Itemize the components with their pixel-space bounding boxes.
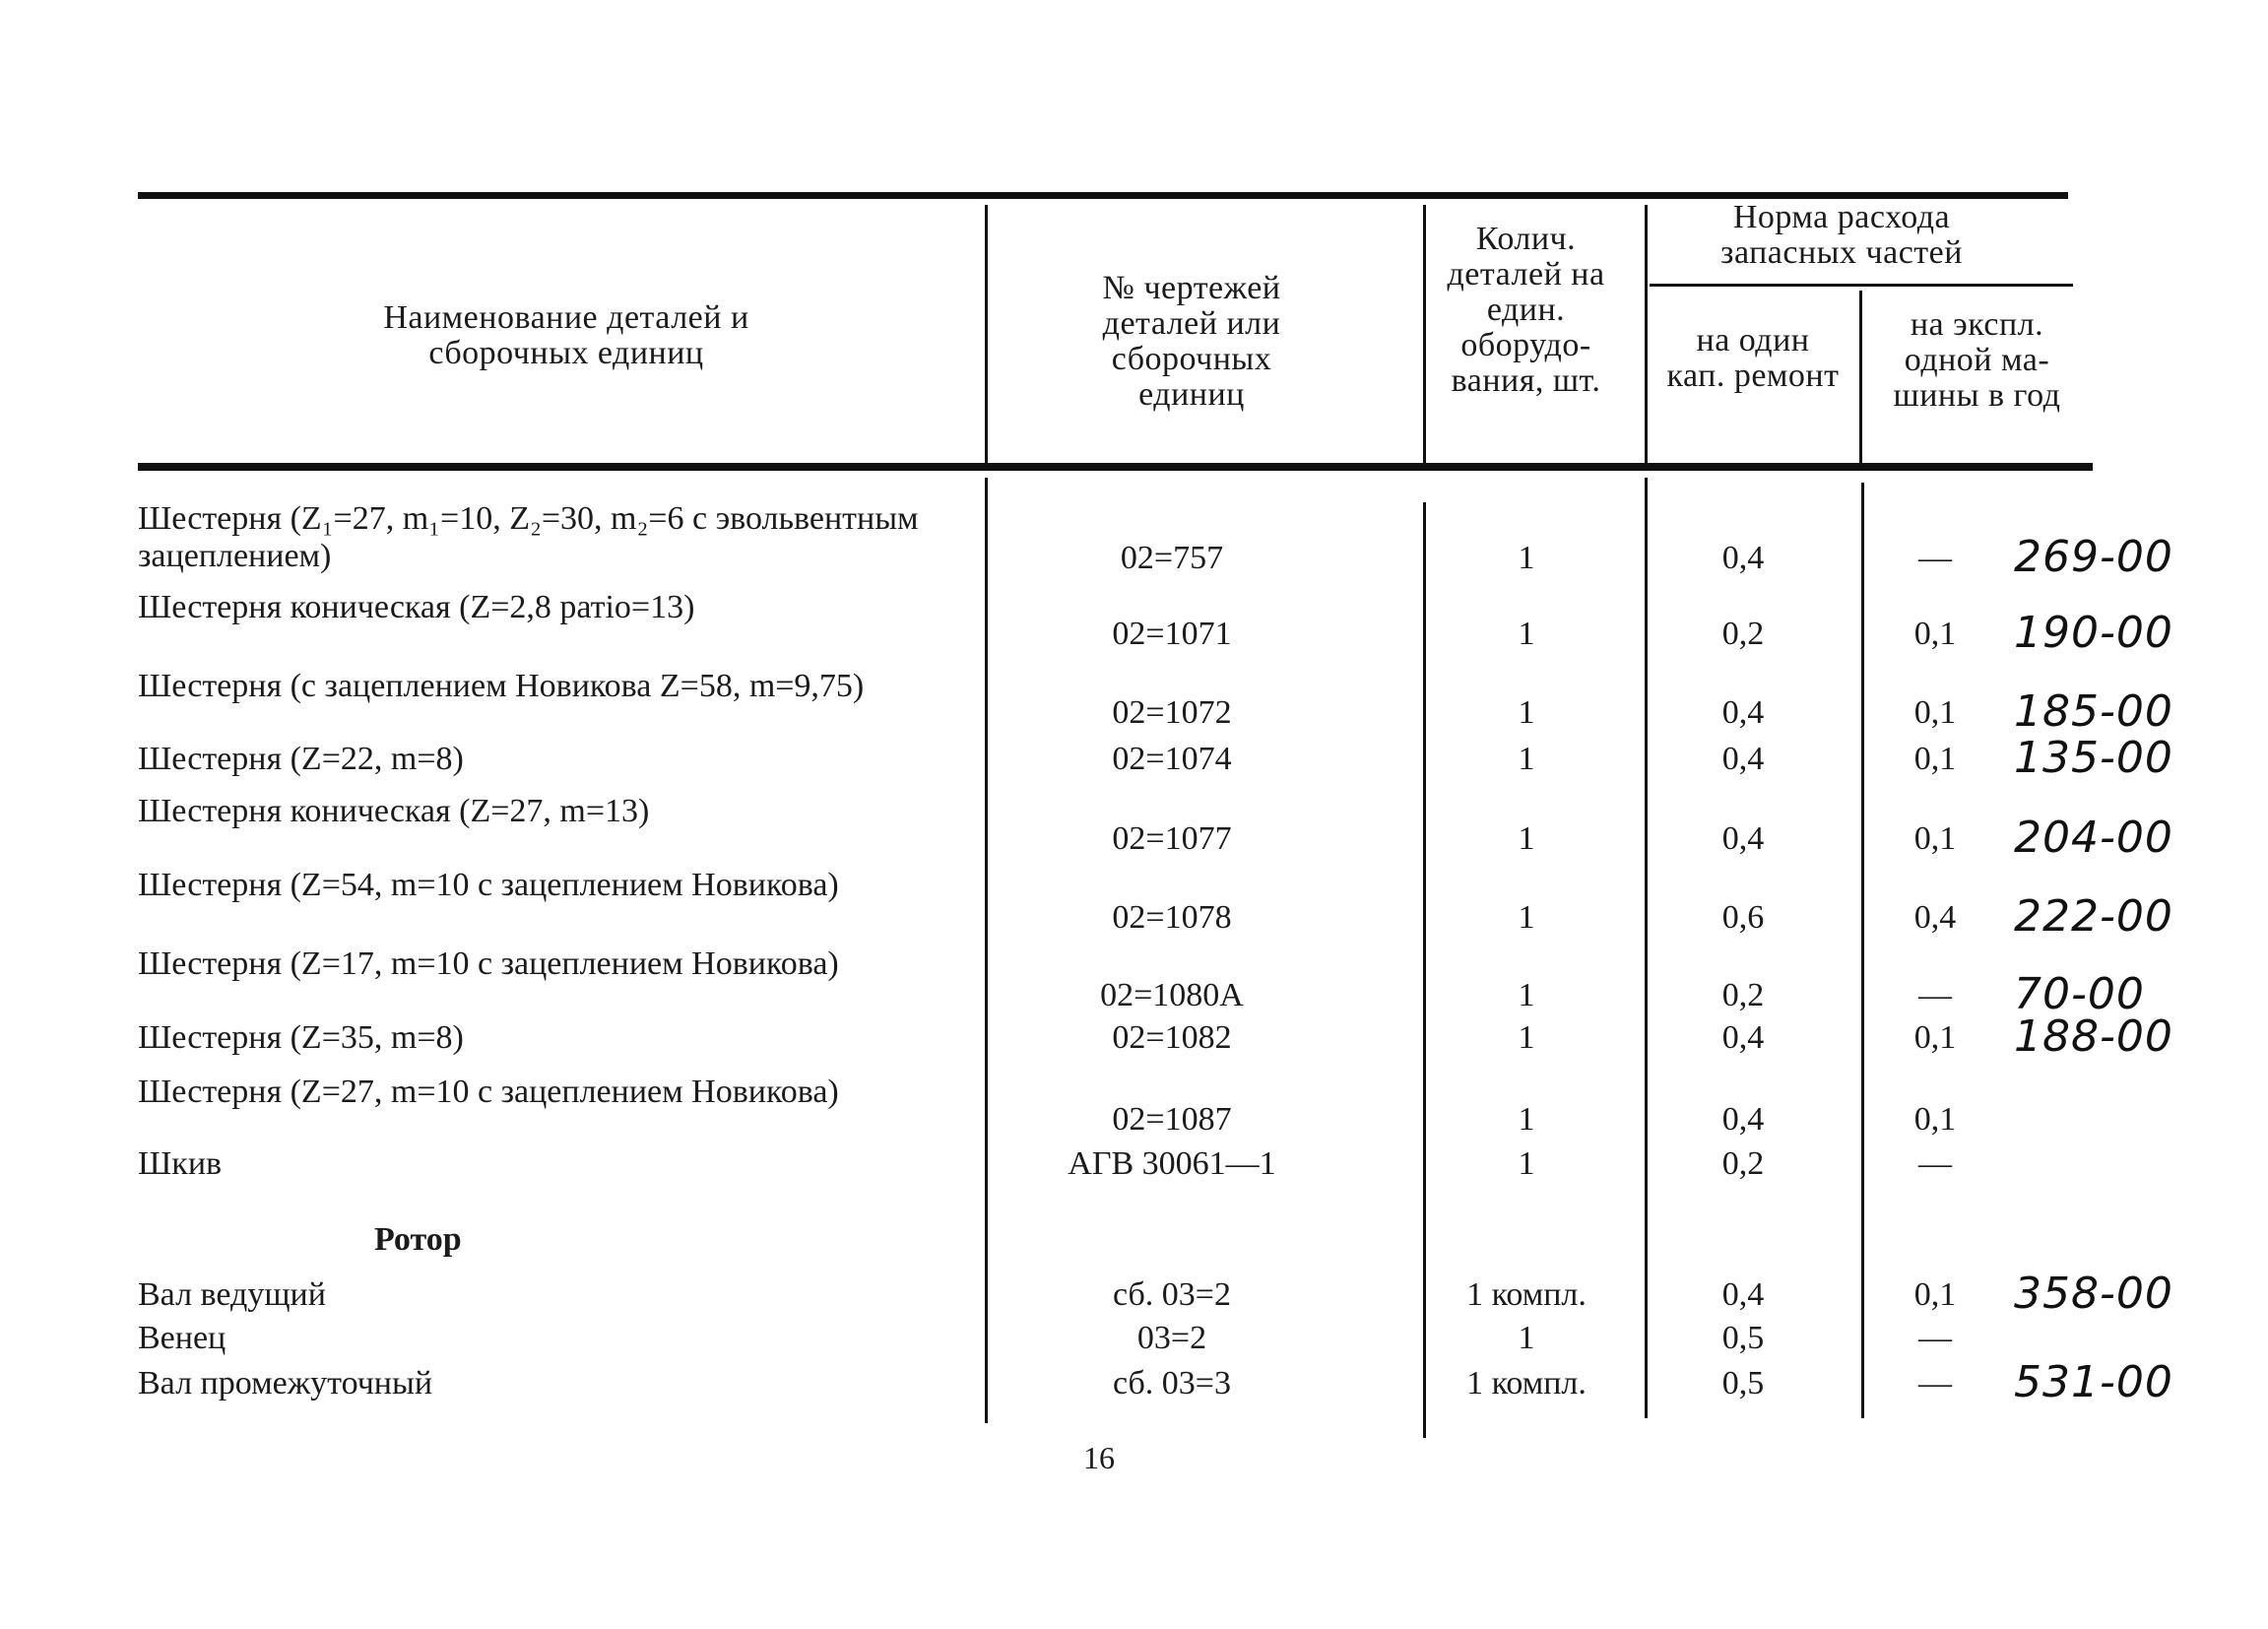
row-name: Шестерня (Z=22, m=8) xyxy=(138,741,464,777)
row-annual: 0,4 xyxy=(1913,899,1957,936)
row-name: Шестерня (Z=35, m=8) xyxy=(138,1019,464,1056)
row-drawing: 02=1080А xyxy=(1100,977,1244,1013)
header-norm-capital: на один кап. ремонт xyxy=(1666,322,1840,394)
row-annual: — xyxy=(1918,1365,1952,1401)
row-name: Шестерня коническая (Z=27, m=13) xyxy=(138,793,650,829)
row-qty: 1 xyxy=(1518,1101,1535,1138)
row-capital: 0,4 xyxy=(1721,820,1765,857)
row-price-handwritten: 135-00 xyxy=(2014,733,2173,783)
row-drawing: 02=1077 xyxy=(1112,820,1232,857)
row-annual: 0,1 xyxy=(1913,1019,1957,1056)
row-price-handwritten: 204-00 xyxy=(2014,813,2173,863)
row-annual: 0,1 xyxy=(1913,616,1957,652)
row-price-handwritten: 269-00 xyxy=(2014,532,2173,582)
row-name: Шестерня (Z=54, m=10 с зацеплением Новикова) xyxy=(138,867,839,903)
row-name: Вал промежуточный xyxy=(138,1365,433,1401)
row-qty: 1 xyxy=(1518,1320,1535,1356)
table-top-rule xyxy=(138,192,2068,199)
row-drawing: 02=1087 xyxy=(1112,1101,1232,1138)
row-price-handwritten: 188-00 xyxy=(2014,1011,2173,1062)
row-price-handwritten: 358-00 xyxy=(2014,1269,2173,1319)
row-capital: 0,4 xyxy=(1721,1101,1765,1138)
row-qty: 1 xyxy=(1518,899,1535,936)
header-name: Наименование деталей и сборочных единиц xyxy=(383,299,749,371)
section-title: Ротор xyxy=(374,1221,462,1258)
header-norm-annual: на экспл. одной ма-шины в год xyxy=(1893,306,2061,414)
row-annual: 0,1 xyxy=(1913,741,1957,777)
row-qty: 1 xyxy=(1518,977,1535,1013)
row-price-handwritten: 190-00 xyxy=(2014,608,2173,658)
row-name: Шестерня коническая (Z=2,8 ратio=13) xyxy=(138,589,695,625)
row-capital: 0,2 xyxy=(1721,616,1765,652)
header-qty: Колич. деталей на един. оборудо-вания, шт. xyxy=(1447,221,1605,399)
row-drawing: 02=1078 xyxy=(1112,899,1232,936)
row-price-handwritten: 531-00 xyxy=(2014,1357,2173,1407)
body-divider-4 xyxy=(1861,483,1864,1418)
row-qty: 1 xyxy=(1518,820,1535,857)
row-annual: 0,1 xyxy=(1913,694,1957,731)
row-drawing: 02=1074 xyxy=(1112,741,1232,777)
body-divider-2 xyxy=(1423,502,1426,1438)
header-norm: Норма расхода запасных частей xyxy=(1720,199,1963,271)
header-bottom-rule xyxy=(138,463,2093,471)
row-capital: 0,2 xyxy=(1721,977,1765,1013)
row-name: Шестерня (Z=27, m=10 с зацеплением Новикова) xyxy=(138,1074,839,1110)
row-price-handwritten: 185-00 xyxy=(2014,686,2173,737)
header-divider-4 xyxy=(1859,291,1862,463)
row-name: Шестерня (с зацеплением Новикова Z=58, m=9,75) xyxy=(138,668,865,704)
row-drawing: сб. 03=2 xyxy=(1113,1276,1231,1313)
row-name: Шкив xyxy=(138,1145,223,1182)
row-capital: 0,4 xyxy=(1721,1276,1765,1313)
row-capital: 0,4 xyxy=(1721,694,1765,731)
row-name: Вал ведущий xyxy=(138,1276,326,1313)
row-capital: 0,2 xyxy=(1721,1145,1765,1182)
row-price-handwritten: 70-00 xyxy=(2014,969,2145,1019)
row-drawing: сб. 03=3 xyxy=(1113,1365,1231,1401)
row-capital: 0,4 xyxy=(1721,1019,1765,1056)
row-name: Венец xyxy=(138,1320,227,1356)
header-drawing: № чертежей деталей или сборочных единиц xyxy=(1102,270,1281,413)
row-capital: 0,5 xyxy=(1721,1320,1765,1356)
row-drawing: 03=2 xyxy=(1136,1320,1207,1356)
row-annual: 0,1 xyxy=(1913,820,1957,857)
row-annual: 0,1 xyxy=(1913,1101,1957,1138)
row-drawing: 02=1071 xyxy=(1112,616,1232,652)
row-price-handwritten: 222-00 xyxy=(2014,891,2173,942)
header-divider-1 xyxy=(985,205,988,463)
header-divider-2 xyxy=(1423,205,1426,463)
row-qty: 1 xyxy=(1518,540,1535,576)
row-qty: 1 xyxy=(1518,1145,1535,1182)
body-divider-1 xyxy=(985,478,988,1423)
row-capital: 0,4 xyxy=(1721,741,1765,777)
row-drawing: 02=1072 xyxy=(1112,694,1232,731)
row-annual: — xyxy=(1918,1145,1952,1182)
row-annual: — xyxy=(1918,540,1952,576)
header-divider-3 xyxy=(1645,205,1648,463)
row-qty: 1 xyxy=(1518,741,1535,777)
row-drawing: 02=1082 xyxy=(1112,1019,1232,1056)
norm-subheader-rule xyxy=(1650,284,2073,287)
row-annual: — xyxy=(1918,1320,1952,1356)
row-capital: 0,5 xyxy=(1721,1365,1765,1401)
row-qty: 1 компл. xyxy=(1466,1276,1587,1313)
page-number: 16 xyxy=(1083,1440,1115,1475)
row-annual: 0,1 xyxy=(1913,1276,1957,1313)
row-qty: 1 xyxy=(1518,1019,1535,1056)
body-divider-3 xyxy=(1645,478,1648,1418)
row-name: Шестерня (Z=17, m=10 с зацеплением Новикова) xyxy=(138,945,839,982)
row-capital: 0,6 xyxy=(1721,899,1765,936)
row-qty: 1 xyxy=(1518,694,1535,731)
row-drawing: АГВ 30061—1 xyxy=(1068,1145,1276,1182)
row-drawing: 02=757 xyxy=(1120,540,1224,576)
row-qty: 1 компл. xyxy=(1466,1365,1587,1401)
row-annual: — xyxy=(1918,977,1952,1013)
row-name: Шестерня (Z₁=27, m₁=10, Z₂=30, m₂=6 с эвольвентным зацеплением) xyxy=(138,500,919,574)
row-qty: 1 xyxy=(1518,616,1535,652)
row-capital: 0,4 xyxy=(1721,540,1765,576)
